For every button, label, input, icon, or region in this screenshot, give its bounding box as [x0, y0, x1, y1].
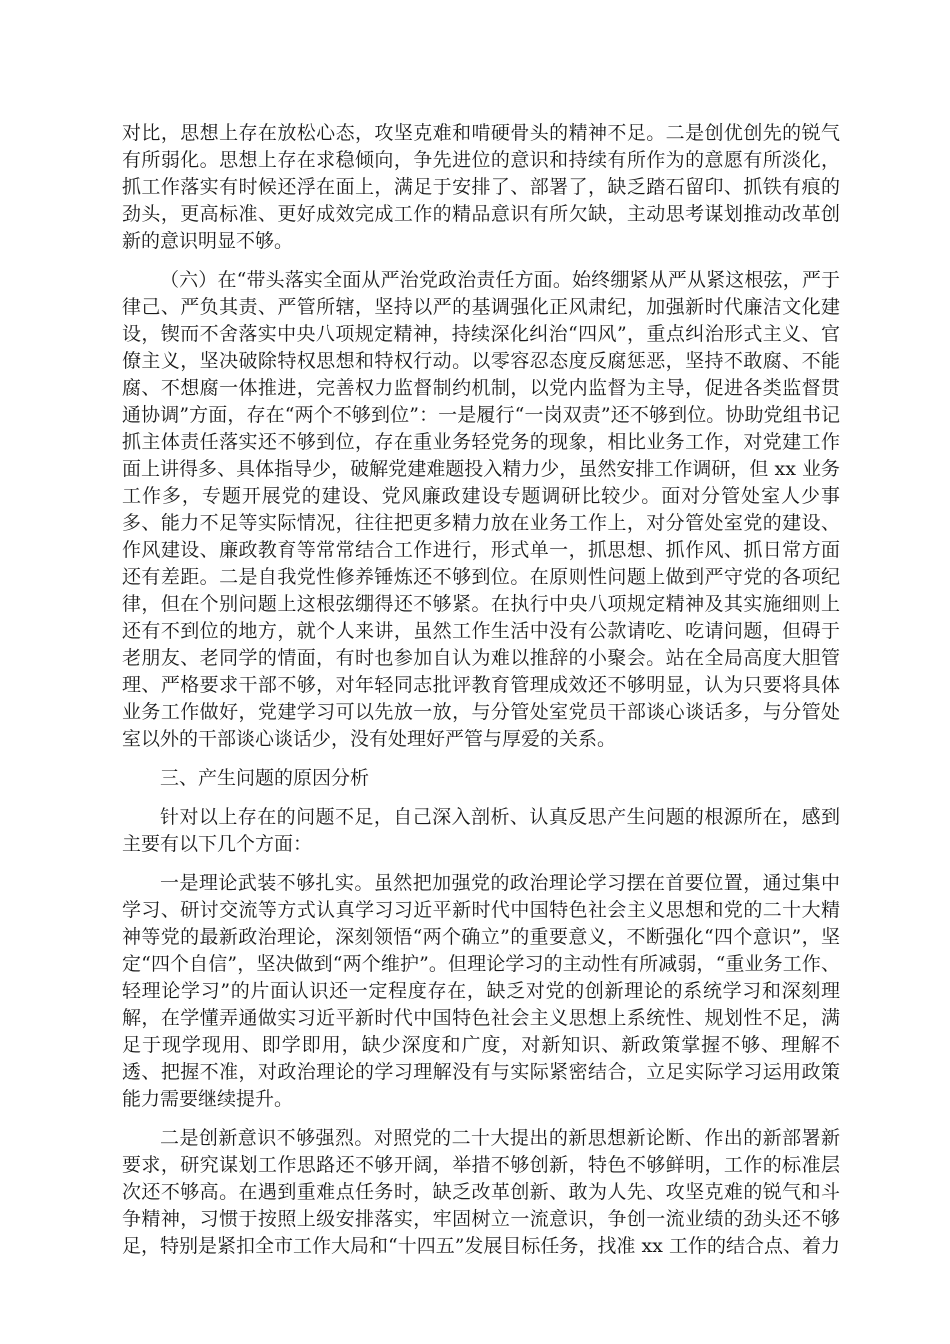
document-body	[122, 120, 840, 1272]
paragraph-theory: 一是理论武装不够扎实。虽然把加强党的政治理论学习摆在首要位置，通过集中学习、研讨交流等方式认真学习习近平新时代中国特色社会主义思想和党的二十大精神等党的最新政治理论，深刻领悟“两个确立”的重要意义，不断强化“四个意识”，坚定“四个自信”，坚决做到“两个维护”。但理论学习的主动性有所减弱，“重业务工作、轻理论学习”的片面认识还一定程度存在，缺乏对党的创新理论的系统学习和深刻理解，在学懂弄通做实习近平新时代中国特色社会主义思想上系统性、规划性不足，满足于现学现用、即学即用，缺少深度和广度，对新知识、新政策掌握不够、理解不透、把握不准，对政治理论的学习理解没有与实际紧密结合，立足实际学习运用政策能力需要继续提升。	[122, 872, 840, 1110]
paragraph-continuation: 对比，思想上存在放松心态，攻坚克难和啃硬骨头的精神不足。二是创优创先的锐气有所弱化。思想上存在求稳倾向，争先进位的意识和持续有所作为的意愿有所淡化，抓工作落实有时候还浮在面上，满足于安排了、部署了，缺乏踏石留印、抓铁有痕的劲头，更高标准、更好成效完成工作的精品意识有所欠缺，主动思考谋划推动改革创新的意识明显不够。	[122, 122, 840, 252]
section-heading-cause-analysis: 三、产生问题的原因分析	[160, 767, 370, 789]
paragraph-section-six: （六）在“带头落实全面从严治党政治责任方面。始终绷紧从严从紧这根弦，严于律己、严负其责、严管所辖，坚持以严的基调强化正风肃纪，加强新时代廉洁文化建设，锲而不舍落实中央八项规定精神，持续深化纠治“四风”，重点纠治形式主义、官僚主义，坚决破除特权思想和特权行动。以零容忍态度反腐惩恶，坚持不敢腐、不能腐、不想腐一体推进，完善权力监督制约机制，以党内监督为主导，促进各类监督贯通协调”方面，存在“两个不够到位”：一是履行“一岗双责”还不够到位。协助党组书记抓主体责任落实还不够到位，存在重业务轻党务的现象，相比业务工作，对党建工作面上讲得多、具体指导少，破解党建难题投入精力少，虽然安排工作调研，但 xx 业务工作多，专题开展党的建设、党风廉政建设专题调研比较少。面对分管处室人少事多、能力不足等实际情况，往往把更多精力放在业务工作上，对分管处室党的建设、作风建设、廉政教育等常常结合工作进行，形式单一，抓思想、抓作风、抓日常方面还有差距。二是自我党性修养锤炼还不够到位。在原则性问题上做到严守党的各项纪律，但在个别问题上这根弦绷得还不够紧。在执行中央八项规定精神及其实施细则上还有不到位的地方，就个人来讲，虽然工作生活中没有公款请吃、吃请问题，但碍于老朋友、老同学的情面，有时也参加自认为难以推辞的小聚会。站在全局高度大胆管理、严格要求干部不够，对年轻同志批评教育管理成效还不够明显，认为只要将具体业务工作做好，党建学习可以先放一放，与分管处室党员干部谈心谈话多，与分管处室以外的干部谈心谈话少，没有处理好严管与厚爱的关系。	[122, 269, 840, 750]
paragraph-intro: 针对以上存在的问题不足，自己深入剖析、认真反思产生问题的根源所在，感到主要有以下几个方面：	[122, 806, 840, 855]
paragraph-innovation: 二是创新意识不够强烈。对照党的二十大提出的新思想新论断、作出的新部署新要求，研究谋划工作思路还不够开阔，举措不够创新，特色不够鲜明，工作的标准层次还不够高。在遇到重难点任务时，缺乏改革创新、敢为人先、攻坚克难的锐气和斗争精神，习惯于按照上级安排落实，牢固树立一流意识，争创一流业绩的劲头还不够足，特别是紧扣全市工作大局和“十四五”发展目标任务，找准 xx 工作的结合点、着力	[122, 1127, 840, 1257]
